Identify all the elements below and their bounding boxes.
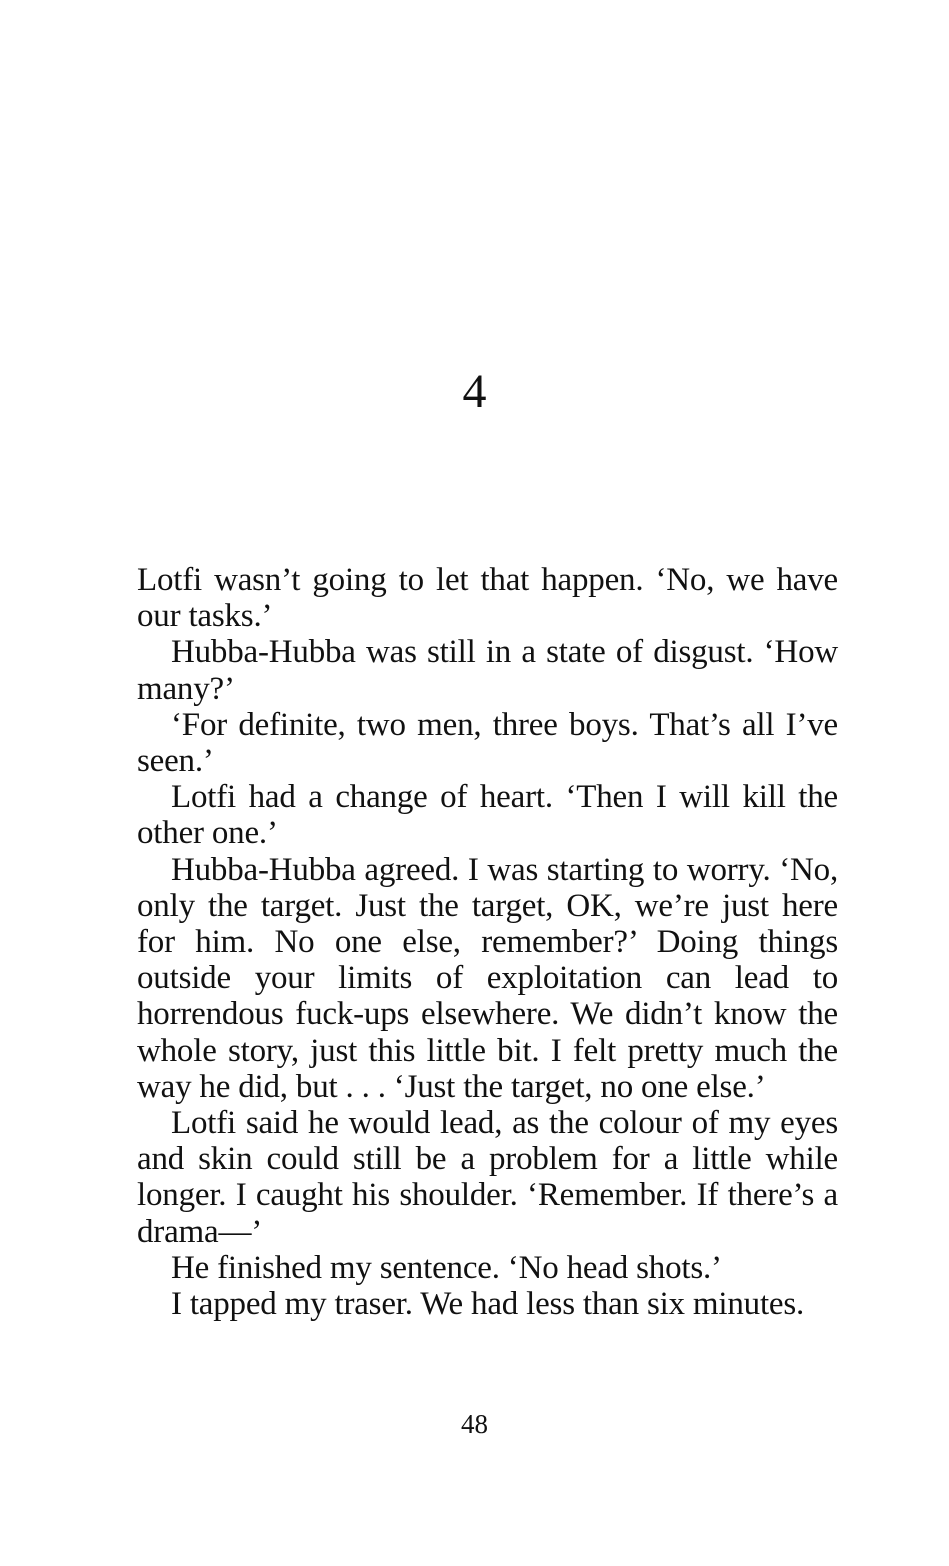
page-number: 48 — [461, 1409, 488, 1439]
paragraph-4: Lotfi had a change of heart. ‘Then I will kill the other one.’ — [137, 779, 838, 852]
body-text — [137, 562, 838, 1322]
paragraph-6: Lotfi said he would lead, as the colour of my eyes and skin could still be a problem for a little while longer. I caught his shoulder. ‘Remember. If there’s a drama—’ — [137, 1105, 838, 1250]
paragraph-7: He finished my sentence. ‘No head shots.’ — [171, 1249, 722, 1286]
chapter-number: 4 — [462, 365, 487, 418]
paragraph-8: I tapped my traser. We had less than six minutes. — [171, 1286, 805, 1323]
paragraph-3: ‘For definite, two men, three boys. That’s all I’ve seen.’ — [137, 706, 838, 780]
paragraph-5: Hubba-Hubba agreed. I was starting to worry. ‘No, only the target. Just the target, OK, we’re just here for him. No one else, remember?’ Doing things outside your limits of exploitation can lead to horrendous fuck-ups elsewhere. We didn’t know the whole story, just this little bit. I felt pretty much the way he did, but . . . ‘Just the target, no one else.’ — [137, 851, 838, 1105]
paragraph-2: Hubba-Hubba was still in a state of disgust. ‘How many?’ — [137, 634, 838, 707]
paragraph-1: Lotfi wasn’t going to let that happen. ‘No, we have our tasks.’ — [137, 562, 838, 635]
